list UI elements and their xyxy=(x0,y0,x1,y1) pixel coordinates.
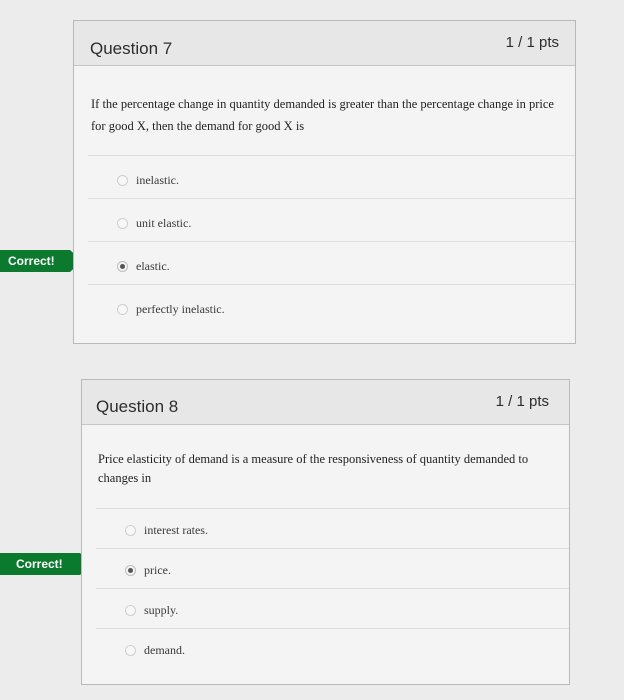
question-header xyxy=(74,21,575,66)
answer-label: inelastic. xyxy=(136,173,179,187)
question-title: Question 7 xyxy=(90,39,173,58)
correct-badge-q8: Correct! xyxy=(0,553,80,575)
answer-label: demand. xyxy=(144,643,185,657)
radio-button-checked[interactable] xyxy=(125,565,136,576)
answer-divider xyxy=(96,628,569,629)
answer-label: unit elastic. xyxy=(136,216,192,230)
radio-button[interactable] xyxy=(125,645,136,656)
correct-badge-q7: Correct! xyxy=(0,250,70,272)
question-7-card xyxy=(73,20,576,344)
radio-button[interactable] xyxy=(125,525,136,536)
answer-label: perfectly inelastic. xyxy=(136,302,225,316)
answer-option[interactable] xyxy=(74,284,575,327)
answer-option-selected[interactable] xyxy=(82,548,569,588)
answer-label: price. xyxy=(144,563,171,577)
answer-option[interactable] xyxy=(82,628,569,668)
answer-divider xyxy=(96,548,569,549)
answer-label: interest rates. xyxy=(144,523,208,537)
answer-option[interactable] xyxy=(82,508,569,548)
answer-divider xyxy=(96,508,569,509)
radio-button-checked[interactable] xyxy=(117,261,128,272)
answer-option-selected[interactable] xyxy=(74,241,575,284)
question-text: Price elasticity of demand is a measure of the responsiveness of quantity demanded to changes in xyxy=(98,452,529,485)
radio-button[interactable] xyxy=(125,605,136,616)
question-text: If the percentage change in quantity demanded is greater than the percentage change in price for good X, then the demand for good X is xyxy=(91,97,554,133)
answer-option[interactable] xyxy=(74,155,575,198)
answer-option[interactable] xyxy=(82,588,569,628)
answer-divider xyxy=(88,284,575,285)
answer-divider xyxy=(88,155,575,156)
answer-divider xyxy=(96,588,569,589)
question-points: 1 / 1 pts xyxy=(495,393,549,410)
answer-option[interactable] xyxy=(74,198,575,241)
answer-divider xyxy=(88,241,575,242)
answer-divider xyxy=(88,198,575,199)
answer-label: supply. xyxy=(144,603,179,617)
question-points: 1 / 1 pts xyxy=(505,34,559,51)
question-8-card xyxy=(81,379,570,685)
question-title: Question 8 xyxy=(96,397,179,416)
question-header xyxy=(82,380,569,425)
radio-button[interactable] xyxy=(117,175,128,186)
answer-label: elastic. xyxy=(136,259,170,273)
radio-button[interactable] xyxy=(117,218,128,229)
radio-button[interactable] xyxy=(117,304,128,315)
